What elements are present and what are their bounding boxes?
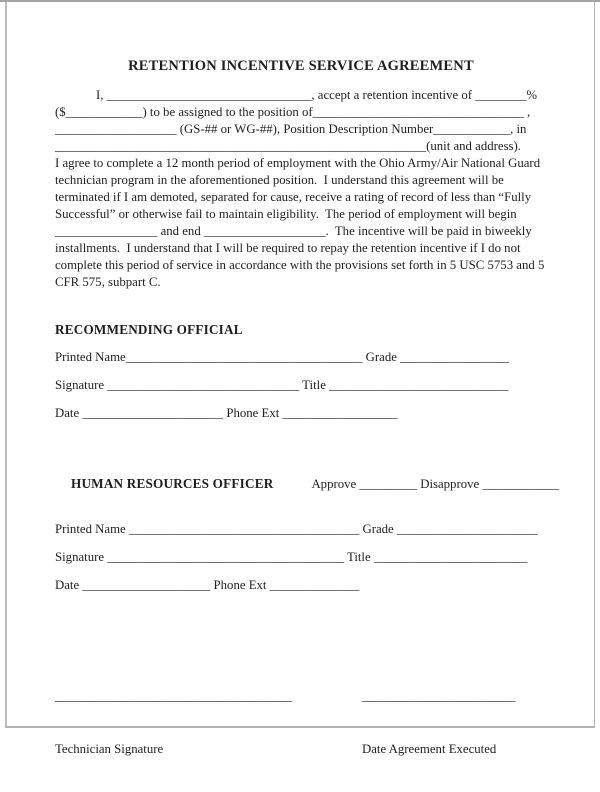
recommending-official-heading: RECOMMENDING OFFICIAL: [55, 322, 243, 337]
human-resources-heading: HUMAN RESOURCES OFFICER: [71, 476, 274, 491]
technician-signature-label: Technician Signature: [55, 742, 164, 756]
paragraph-line: ___________________ (GS-## or WG-##), Position Description Number____________, in: [55, 122, 527, 136]
paragraph-line: CFR 575, subpart C.: [55, 275, 161, 289]
paragraph-line: complete this period of service in accordance with the provisions set forth in 5 USC 5753 and 5: [55, 258, 545, 272]
hr-date-phone-row: Date ____________________ Phone Ext ______________: [55, 578, 360, 592]
page-border-left: [5, 2, 7, 728]
paragraph-line: I agree to complete a 12 month period of employment with the Ohio Army/Air National Guard: [55, 156, 541, 170]
paragraph-line: terminated if I am demoted, separated for cause, receive a rating of record of less than “Fully: [55, 190, 532, 204]
human-resources-heading-row: [55, 458, 560, 510]
document-page: [55, 0, 560, 792]
signature-area: [55, 654, 547, 792]
date-executed-column: [362, 654, 516, 792]
technician-signature-line: _____________________________________: [55, 689, 292, 703]
hr-printed-name-grade-row: Printed Name ____________________________________ Grade ______________________: [55, 522, 538, 536]
date-executed-line: ________________________: [362, 689, 516, 703]
technician-signature-column: [55, 654, 362, 792]
hr-signature-title-row: Signature _____________________________________ Title ________________________: [55, 550, 528, 564]
paragraph-line: I, ________________________________, accept a retention incentive of ________%: [96, 88, 538, 102]
date-executed-label: Date Agreement Executed: [362, 742, 497, 756]
recommending-date-phone-row: Date ______________________ Phone Ext __________________: [55, 406, 398, 420]
recommending-signature-title-row: Signature ______________________________ Title ____________________________: [55, 378, 509, 392]
paragraph-line: technician program in the aforementioned position. I understand this agreement will be: [55, 173, 504, 187]
agreement-paragraph: [55, 87, 547, 291]
paragraph-line: ($____________) to be assigned to the position of_________________________________ ,: [55, 105, 531, 119]
paragraph-line: __________________________________________________________(unit and address).: [55, 139, 521, 153]
recommending-printed-name-grade-row: Printed Name_____________________________________ Grade _________________: [55, 350, 509, 364]
paragraph-line: Successful” or otherwise fail to maintain eligibility. The period of employment will begin: [55, 207, 517, 221]
paragraph-line: ________________ and end ___________________. The incentive will be paid in biweekly: [55, 224, 532, 238]
approve-disapprove-fields: Approve _________ Disapprove ____________: [311, 477, 560, 491]
paragraph-line: installments. I understand that I will be required to repay the retention incentive if I do not: [55, 241, 521, 255]
document-title: RETENTION INCENTIVE SERVICE AGREEMENT: [128, 58, 474, 74]
page-border-right: [594, 2, 596, 728]
